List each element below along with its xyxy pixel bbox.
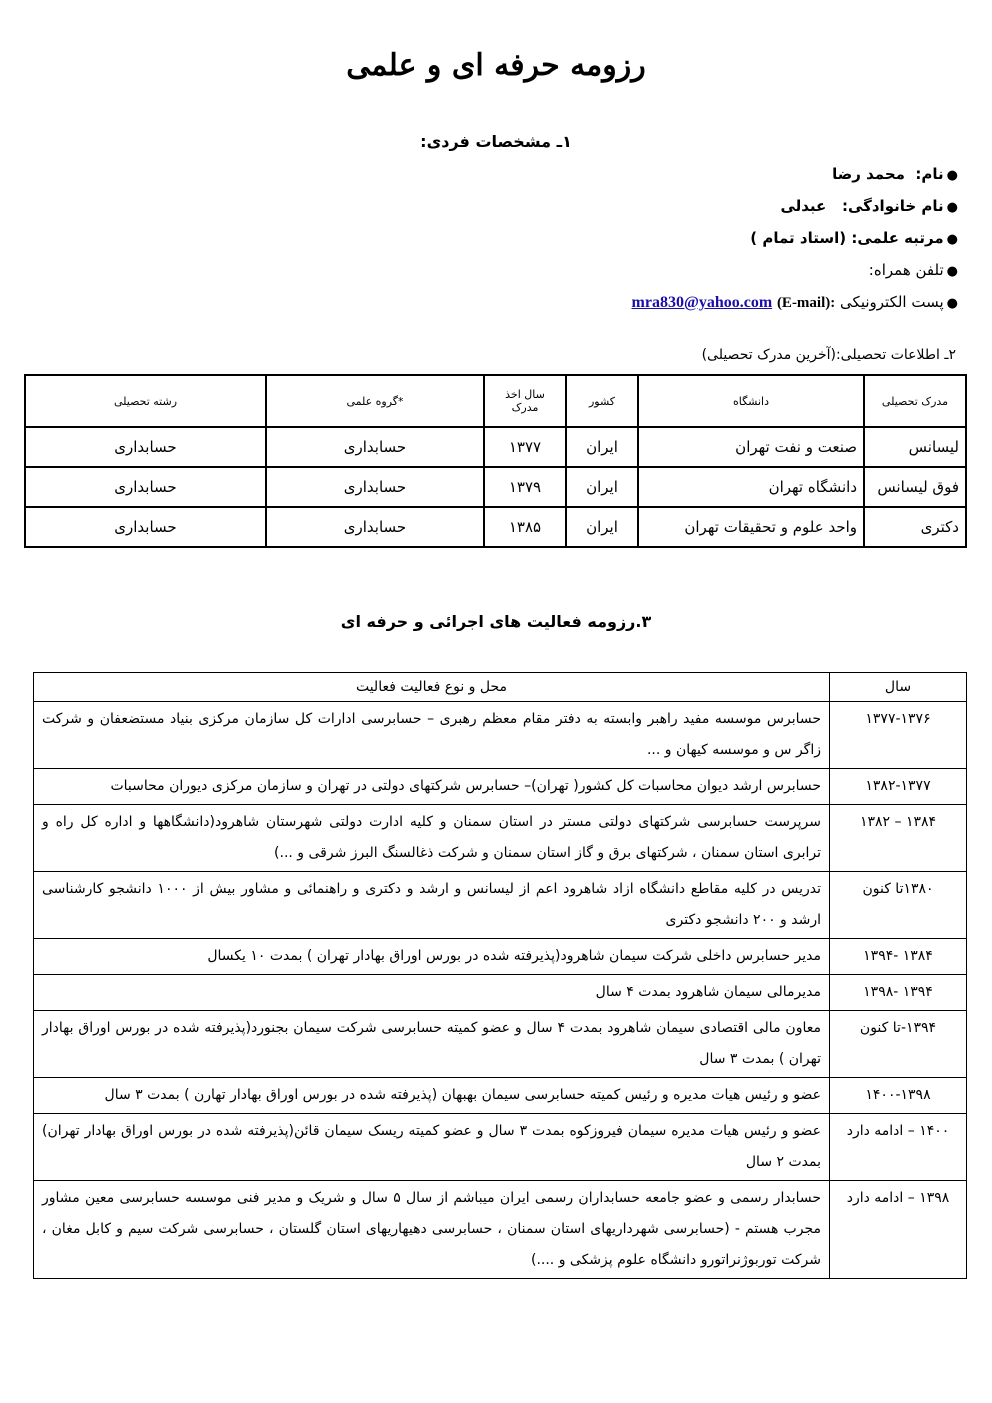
degree-cell: لیسانس bbox=[864, 427, 966, 467]
year-cell: ۱۳۷۷ bbox=[484, 427, 566, 467]
degree-cell: دکتری bbox=[864, 507, 966, 547]
university-cell: دانشگاه تهران bbox=[638, 467, 864, 507]
email-label: پست الکترونیکی bbox=[840, 293, 944, 311]
section1-heading: ۱ـ مشخصات فردی: bbox=[420, 132, 572, 151]
education-table bbox=[24, 374, 967, 548]
group-cell: حسابداری bbox=[266, 507, 484, 547]
country-cell: ایران bbox=[566, 427, 638, 467]
activity-year: ۱۳۹۸ – ادامه دارد bbox=[830, 1181, 967, 1279]
family-row bbox=[632, 192, 958, 224]
bullet-icon: ● bbox=[946, 168, 958, 183]
rank-label: مرتبه علمی: bbox=[851, 229, 944, 247]
group-cell: حسابداری bbox=[266, 467, 484, 507]
activity-desc: مدیر حسابرس داخلی شرکت سیمان شاهرود(پذیرفته شده در بورس اوراق بهادار تهران ) بمدت ۱۰ یکسال bbox=[34, 939, 830, 975]
education-row bbox=[25, 467, 966, 507]
activity-desc: معاون مالی اقتصادی سیمان شاهرود بمدت ۴ سال و عضو کمیته حسابرسی شرکت سیمان بجنورد(پذیرفته شده در بورس اوراق بهادار تهران ) بمدت ۳ سال bbox=[34, 1011, 830, 1078]
rank-value: (استاد تمام ) bbox=[750, 229, 847, 247]
activity-desc: مدیرمالی سیمان شاهرود بمدت ۴ سال bbox=[34, 975, 830, 1011]
degree-cell: فوق لیسانس bbox=[864, 467, 966, 507]
activity-year: ۱۳۸۴ – ۱۳۸۲ bbox=[830, 805, 967, 872]
activity-row bbox=[34, 1011, 967, 1078]
bullet-icon: ● bbox=[946, 200, 958, 215]
header-field: رشته تحصیلی bbox=[25, 375, 266, 427]
activity-row bbox=[34, 1181, 967, 1279]
activity-year: ۱۴۰۰ – ادامه دارد bbox=[830, 1114, 967, 1181]
activities-table bbox=[33, 672, 967, 1279]
activity-year: ۱۳۸۰تا کنون bbox=[830, 872, 967, 939]
group-cell: حسابداری bbox=[266, 427, 484, 467]
phone-label: تلفن همراه: bbox=[868, 261, 944, 279]
country-cell: ایران bbox=[566, 467, 638, 507]
bullet-icon: ● bbox=[946, 296, 958, 311]
activity-desc: تدریس در کلیه مقاطع دانشگاه ازاد شاهرود اعم از لیسانس و ارشد و دکتری و راهنمائی و مشاور بیش از ۱۰۰۰ دانشجو کارشناسی ارشد و ۲۰۰ دانشجو دکتری bbox=[34, 872, 830, 939]
country-cell: ایران bbox=[566, 507, 638, 547]
activities-header-row bbox=[34, 673, 967, 702]
activity-row bbox=[34, 805, 967, 872]
personal-info bbox=[632, 160, 958, 320]
email-row bbox=[632, 288, 958, 320]
activity-row bbox=[34, 872, 967, 939]
activity-year: ۱۴۰۰-۱۳۹۸ bbox=[830, 1078, 967, 1114]
email-link[interactable]: mra830@yahoo.com bbox=[631, 294, 773, 311]
header-year: سال اخذ مدرک bbox=[484, 375, 566, 427]
header-activity-desc: محل و نوع فعالیت فعالیت bbox=[34, 673, 830, 702]
activity-year: ۱۳۹۴-تا کنون bbox=[830, 1011, 967, 1078]
header-activity-year: سال bbox=[830, 673, 967, 702]
bullet-icon: ● bbox=[946, 232, 958, 247]
name-row bbox=[632, 160, 958, 192]
education-row bbox=[25, 427, 966, 467]
activity-desc: حسابرس موسسه مفید راهبر وابسته به دفتر مقام معظم رهبری – حسابرسی ادارات کل سازمان مرکزی بنیاد مستضعفان و شرکت زاگر س و موسسه کیهان و ... bbox=[34, 702, 830, 769]
activity-row bbox=[34, 769, 967, 805]
header-country: کشور bbox=[566, 375, 638, 427]
activity-desc: عضو و رئیس هیات مدیره و رئیس کمیته حسابرسی سیمان بهبهان (پذیرفته شده در بورس اوراق بهادار تهارن ) بمدت ۳ سال bbox=[34, 1078, 830, 1114]
field-cell: حسابداری bbox=[25, 467, 266, 507]
page-title: رزومه حرفه ای و علمی bbox=[346, 48, 646, 83]
activity-year: ۱۳۸۲-۱۳۷۷ bbox=[830, 769, 967, 805]
email-tag: (E-mail): bbox=[776, 295, 836, 311]
education-header-row bbox=[25, 375, 966, 427]
family-label: نام خانوادگی: bbox=[841, 197, 944, 215]
activity-desc: سرپرست حسابرسی شرکتهای دولتی مستر در استان سمنان و کلیه ادارت دولتی شهرستان شاهرود(دانشگاهها و اداره کل راه و ترابری استان سمنان ، شرکتهای برق و گاز استان سمنان و شرکت ذغالسنگ البرز شرقی و ...) bbox=[34, 805, 830, 872]
phone-row bbox=[632, 256, 958, 288]
rank-row bbox=[632, 224, 958, 256]
year-cell: ۱۳۷۹ bbox=[484, 467, 566, 507]
activity-row bbox=[34, 702, 967, 769]
university-cell: واحد علوم و تحقیقات تهران bbox=[638, 507, 864, 547]
activity-year: ۱۳۷۷-۱۳۷۶ bbox=[830, 702, 967, 769]
field-cell: حسابداری bbox=[25, 427, 266, 467]
activity-year: ۱۳۹۴ -۱۳۹۸ bbox=[830, 975, 967, 1011]
section2-heading: ۲ـ اطلاعات تحصیلی:(آخرین مدرک تحصیلی) bbox=[701, 347, 956, 363]
section3-heading: ۳.رزومه فعالیت های اجرائی و حرفه ای bbox=[340, 612, 652, 631]
header-group: *گروه علمی bbox=[266, 375, 484, 427]
header-university: دانشگاه bbox=[638, 375, 864, 427]
activity-row bbox=[34, 1114, 967, 1181]
university-cell: صنعت و نفت تهران bbox=[638, 427, 864, 467]
name-value: محمد رضا bbox=[832, 165, 905, 183]
activity-row bbox=[34, 1078, 967, 1114]
name-label: نام: bbox=[915, 165, 944, 183]
family-value: عبدلی bbox=[780, 197, 827, 215]
bullet-icon: ● bbox=[946, 264, 958, 279]
field-cell: حسابداری bbox=[25, 507, 266, 547]
activity-year: ۱۳۸۴ -۱۳۹۴ bbox=[830, 939, 967, 975]
header-degree: مدرک تحصیلی bbox=[864, 375, 966, 427]
activity-desc: عضو و رئیس هیات مدیره سیمان فیروزکوه بمدت ۳ سال و عضو کمیته ریسک سیمان قائن(پذیرفته شده در بورس اوراق بهادار تهران) بمدت ۲ سال bbox=[34, 1114, 830, 1181]
activity-row bbox=[34, 939, 967, 975]
activity-desc: حسابرس ارشد دیوان محاسبات کل کشور( تهران)– حسابرس شرکتهای دولتی در تهران و سازمان مرکزی دیوران محاسبات bbox=[34, 769, 830, 805]
year-cell: ۱۳۸۵ bbox=[484, 507, 566, 547]
education-row bbox=[25, 507, 966, 547]
activity-desc: حسابدار رسمی و عضو جامعه حسابداران رسمی ایران میباشم از سال ۵ سال و شریک و مدیر فنی موسسه حسابرسی معین مشاور مجرب هستم - (حسابرسی شهرداریهای استان سمنان ، حسابرسی دهیهاریهای استان گلستان ، حسابرسی شرکت سیم و کابل مغان ، شرکت توربوژنراتورو دانشگاه علوم پزشکی و ....) bbox=[34, 1181, 830, 1279]
activity-row bbox=[34, 975, 967, 1011]
